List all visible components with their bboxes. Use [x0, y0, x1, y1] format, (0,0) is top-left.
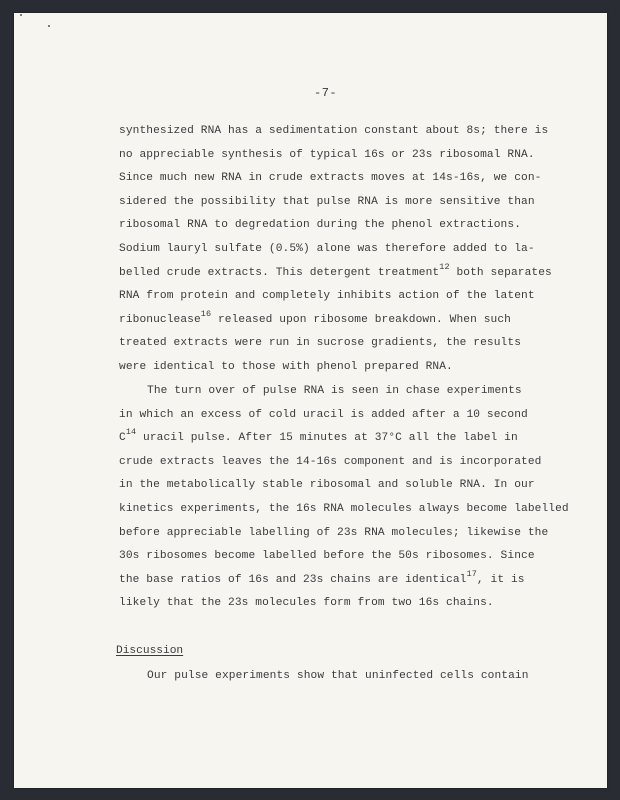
paper-speck: [20, 14, 22, 16]
text-line: The turn over of pulse RNA is seen in chase experiments: [147, 385, 522, 397]
section-heading-discussion: Discussion: [116, 645, 184, 657]
reference-superscript: 12: [439, 261, 450, 272]
text-line: Our pulse experiments show that uninfected cells contain: [147, 670, 529, 682]
text-line: sidered the possibility that pulse RNA is more sensitive than: [119, 195, 535, 208]
text-segment: belled crude extracts. This detergent treatment: [119, 266, 440, 279]
text-segment: , it is: [476, 573, 525, 586]
text-line: [119, 308, 511, 326]
text-line: were identical to those with phenol prepared RNA.: [119, 361, 453, 373]
reference-superscript: 14: [125, 427, 137, 438]
text-line: [119, 427, 518, 445]
text-line: crude extracts leaves the 14-16s component and is incorporated: [119, 455, 542, 468]
paper-speck: [48, 25, 50, 27]
document-page: [14, 13, 607, 788]
text-line: before appreciable labelling of 23s RNA molecules; likewise the: [119, 526, 549, 539]
text-segment: ribonuclease: [119, 313, 201, 326]
text-line: ribosomal RNA to degredation during the phenol extractions.: [119, 219, 522, 232]
text-line: kinetics experiments, the 16s RNA molecules always become labelled: [119, 503, 569, 515]
text-line: 30s ribosomes become labelled before the 50s ribosomes. Since: [119, 550, 535, 563]
text-line: Since much new RNA in crude extracts moves at 14s-16s, we con-: [119, 172, 542, 185]
text-segment: C: [119, 432, 126, 445]
text-line: in the metabolically stable ribosomal and soluble RNA. In our: [119, 479, 535, 492]
text-line: likely that the 23s molecules form from two 16s chains.: [119, 597, 494, 610]
text-line: in which an excess of cold uracil is added after a 10 second: [119, 408, 528, 421]
text-line: RNA from protein and completely inhibits action of the latent: [119, 290, 535, 303]
text-segment: the base ratios of 16s and 23s chains are identical: [119, 573, 467, 586]
text-line: synthesized RNA has a sedimentation constant about 8s; there is: [119, 125, 549, 137]
text-segment: released upon ribosome breakdown. When such: [211, 313, 511, 326]
text-line: [119, 261, 552, 279]
text-line: treated extracts were run in sucrose gradients, the results: [119, 337, 522, 350]
text-line: Sodium lauryl sulfate (0.5%) alone was therefore added to la-: [119, 243, 535, 255]
text-segment: both separates: [449, 266, 552, 279]
text-line: no appreciable synthesis of typical 16s or 23s ribosomal RNA.: [119, 148, 535, 161]
text-segment: uracil pulse. After 15 minutes at 37°C all the label in: [136, 432, 518, 445]
reference-superscript: 16: [200, 308, 212, 319]
text-line: [119, 568, 525, 586]
page-number: -7-: [314, 86, 338, 100]
reference-superscript: 17: [466, 568, 477, 579]
